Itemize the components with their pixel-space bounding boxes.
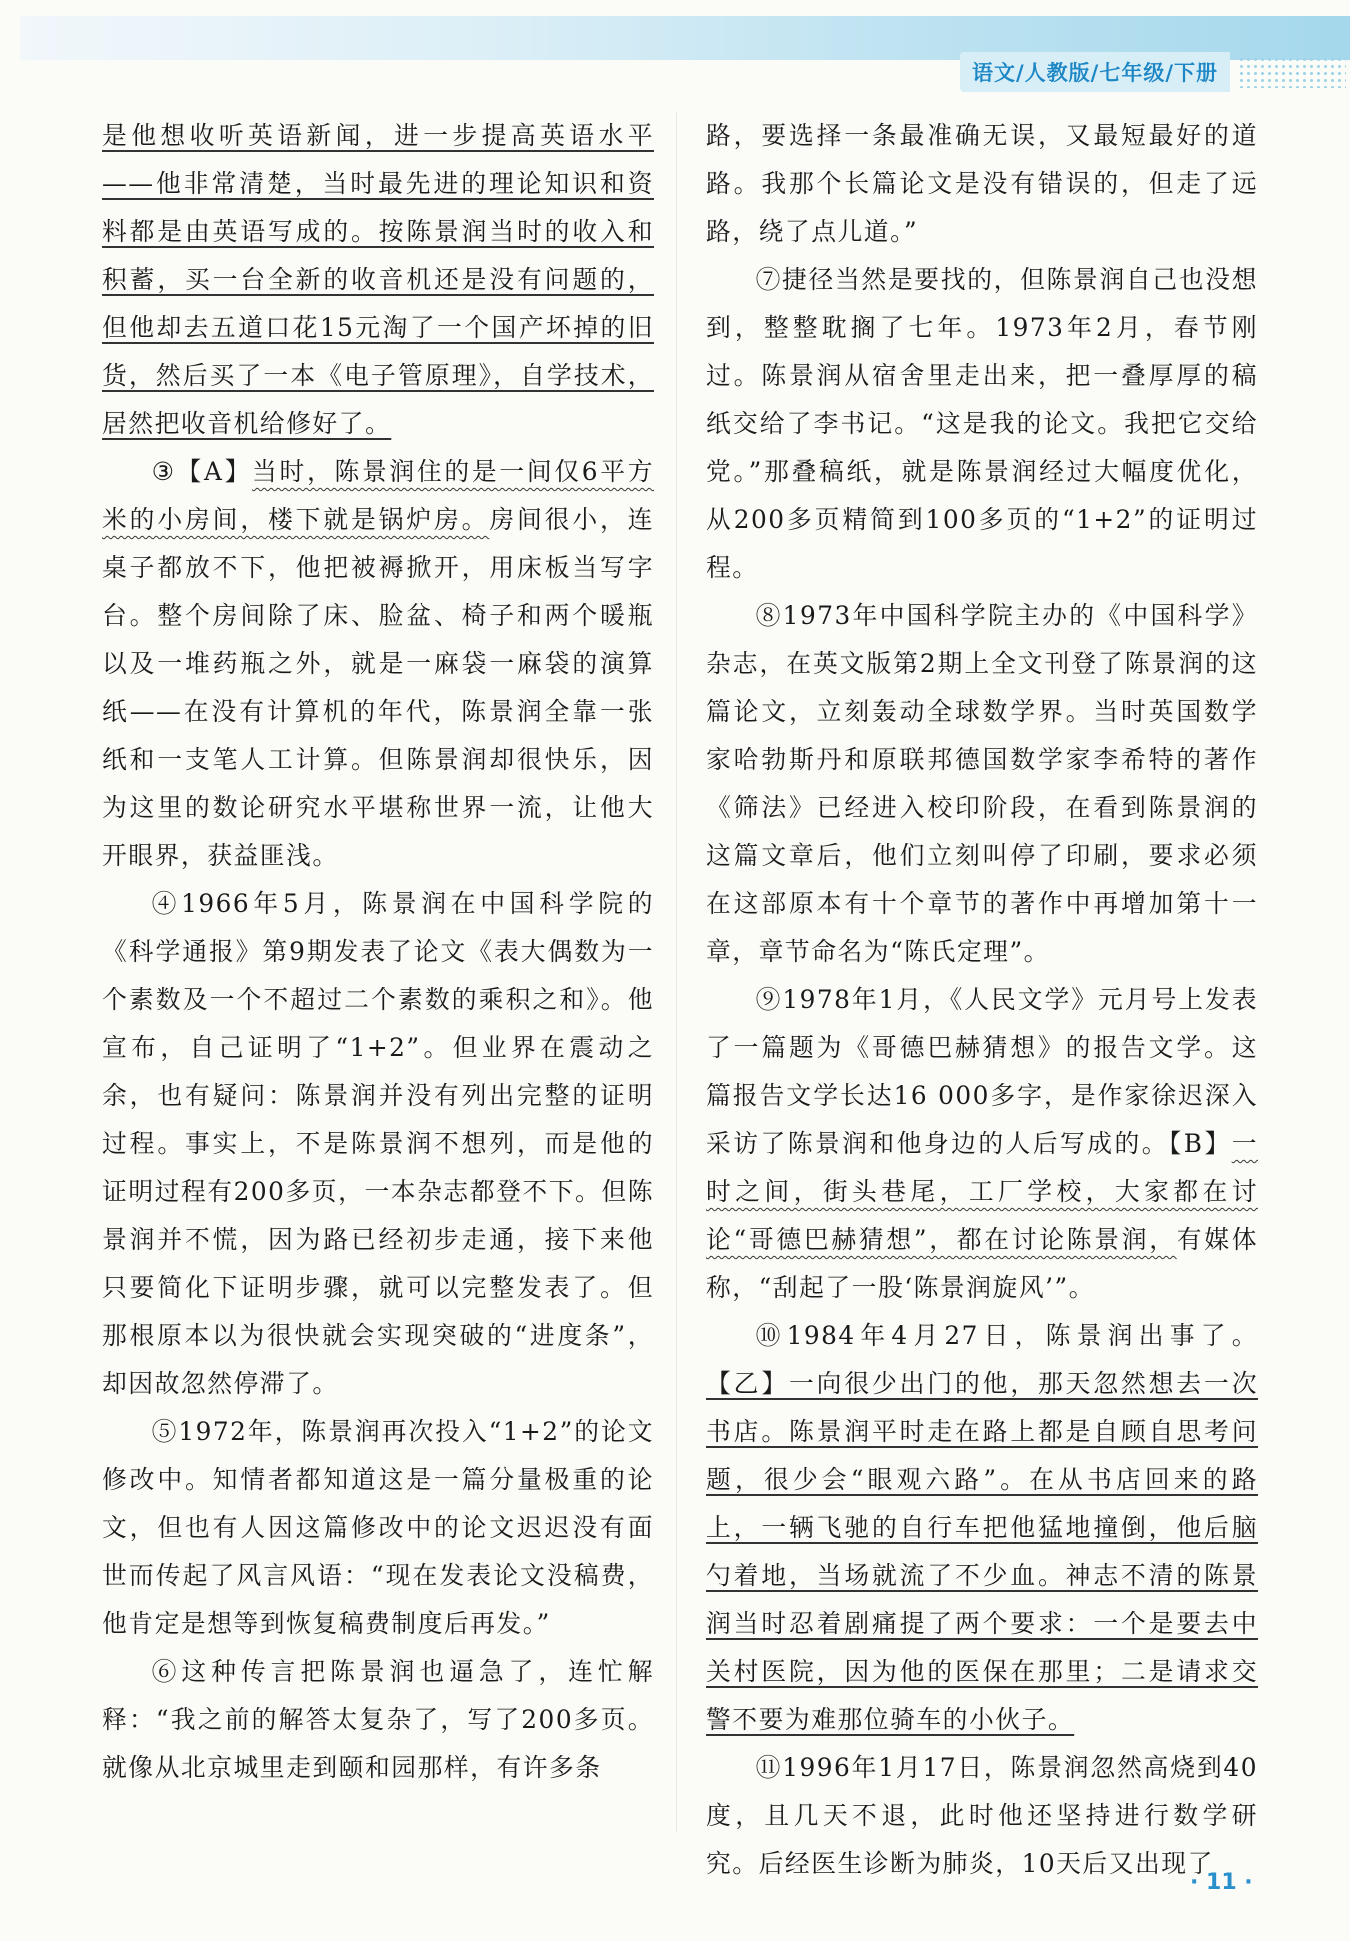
- paragraph-9-rest: 有媒体称，“刮起了一股‘陈景润旋风’”。: [706, 1225, 1258, 1302]
- paragraph-9-text: ⑨1978年1月，《人民文学》元月号上发表了一篇题为《哥德巴赫猜想》的报告文学。这篇报告文学长达16 000多字，是作家徐迟深入采访了陈景润和他身边的人后写成的。: [706, 985, 1258, 1158]
- paragraph-3-text: 房间很小，连桌子都放不下，他把被褥掀开，用床板当写字台。整个房间除了床、脸盆、椅子和两个暖瓶以及一堆药瓶之外，就是一麻袋一麻袋的演算纸——在没有计算机的年代，陈景润全靠一张纸和一支笔人工计算。但陈景润却很快乐，因为这里的数论研究水平堪称世界一流，让他大开眼界，获益匪浅。: [102, 505, 654, 870]
- underlined-passage-yi: 一向很少出门的他，那天忽然想去一次书店。陈景润平时走在路上都是自顾自思考问题，很少会“眼观六路”。在从书店回来的路上，一辆飞驰的自行车把他猛地撞倒，他后脑勺着地，当场就流了不少血。神志不清的陈景润当时忍着剧痛提了两个要求：一个是要去中关村医院，因为他的医保在那里；二是请求交警不要为难那位骑车的小伙子。: [706, 1369, 1258, 1734]
- page-number: · 11 ·: [1190, 1870, 1253, 1895]
- right-column: [706, 112, 1258, 1888]
- paragraph-10: [706, 1312, 1258, 1744]
- paragraph-10-marker: 【乙】: [706, 1369, 790, 1398]
- paragraph-9: [706, 976, 1258, 1312]
- paragraph-9-marker: 【B】: [1168, 1129, 1232, 1158]
- paragraph-5: ⑤1972年，陈景润再次投入“1+2”的论文修改中。知情者都知道这是一篇分量极重的论文，但也有人因这篇修改中的论文迟迟没有面世而传起了风言风语：“现在发表论文没稿费，他肯定是想等到恢复稿费制度后再发。”: [102, 1417, 654, 1638]
- paragraph-4: ④1966年5月，陈景润在中国科学院的《科学通报》第9期发表了论文《表大偶数为一个素数及一个不超过二个素数的乘积之和》。他宣布，自己证明了“1+2”。但业界在震动之余，也有疑问：陈景润并没有列出完整的证明过程。事实上，不是陈景润不想列，而是他的证明过程有200多页，一本杂志都登不下。但陈景润并不慌，因为路已经初步走通，接下来他只要简化下证明步骤，就可以完整发表了。但那根原本以为很快就会实现突破的“进度条”，却因故忽然停滞了。: [102, 889, 654, 1398]
- book-series-label: 语文/人教版/七年级/下册: [960, 52, 1230, 92]
- paragraph-3-marker: ③【A】: [151, 457, 253, 486]
- header-dot-pattern: [1238, 56, 1346, 88]
- paragraph-10-text: ⑩1984年4月27日，陈景润出事了。: [755, 1321, 1258, 1350]
- paragraph-8: ⑧1973年中国科学院主办的《中国科学》杂志，在英文版第2期上全文刊登了陈景润的这篇论文，立刻轰动全球数学界。当时英国数学家哈勃斯丹和原联邦德国数学家李希特的著作《筛法》已经进入校印阶段，在看到陈景润的这篇文章后，他们立刻叫停了印刷，要求必须在这部原本有十个章节的著作中再增加第十一章，章节命名为“陈氏定理”。: [706, 601, 1258, 966]
- paragraph-3: [102, 448, 654, 880]
- column-divider: [676, 112, 677, 1832]
- paragraph-6-continued: 路，要选择一条最准确无误，又最短最好的道路。我那个长篇论文是没有错误的，但走了远路，绕了点儿道。”: [706, 121, 1258, 246]
- paragraph-7: ⑦捷径当然是要找的，但陈景润自己也没想到，整整耽搁了七年。1973年2月，春节刚过。陈景润从宿舍里走出来，把一叠厚厚的稿纸交给了李书记。“这是我的论文。我把它交给党。”那叠稿纸，就是陈景润经过大幅度优化，从200多页精简到100多页的“1+2”的证明过程。: [706, 265, 1258, 582]
- underlined-passage: 是他想收听英语新闻，进一步提高英语水平——他非常清楚，当时最先进的理论知识和资料都是由英语写成的。按陈景润当时的收入和积蓄，买一台全新的收音机还是没有问题的，但他却去五道口花15元淘了一个国产坏掉的旧货，然后买了一本《电子管原理》，自学技术，居然把收音机给修好了。: [102, 121, 654, 438]
- left-column: [102, 112, 654, 1792]
- paragraph-2-continued: [102, 112, 654, 448]
- paragraph-6: ⑥这种传言把陈景润也逼急了，连忙解释：“我之前的解答太复杂了，写了200多页。就像从北京城里走到颐和园那样，有许多条: [102, 1657, 654, 1782]
- paragraph-11: ⑪1996年1月17日，陈景润忽然高烧到40度，且几天不退，此时他还坚持进行数学研究。后经医生诊断为肺炎，10天后又出现了: [706, 1753, 1258, 1878]
- wavy-underlined-sentence-b: 一时之间，街头巷尾，工厂学校，大家都在讨论“哥德巴赫猜想”，都在讨论陈景润，: [706, 1129, 1258, 1254]
- wavy-underlined-sentence-a: 当时，陈景润住的是一间仅6平方米的小房间，楼下就是锅炉房。: [102, 457, 654, 534]
